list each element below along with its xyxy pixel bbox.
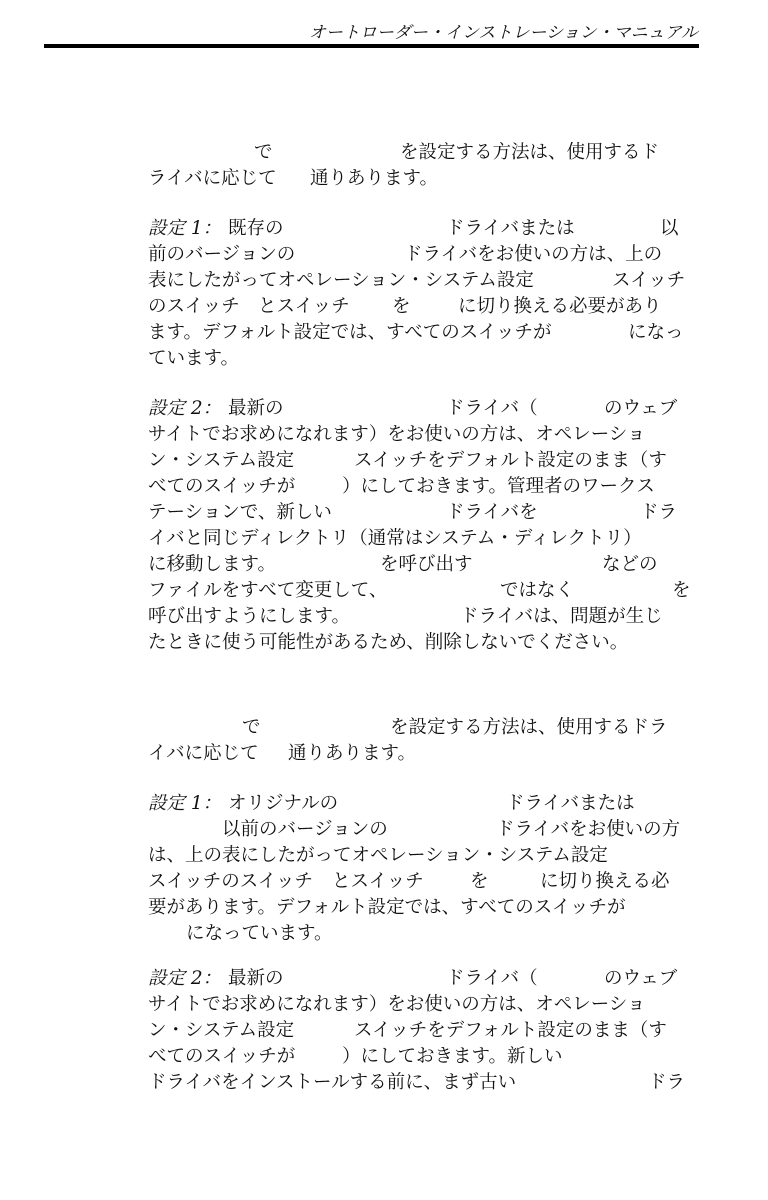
body-text-segment: 要があります。デフォルト設定では、すべてのスイッチが (148, 897, 626, 918)
body-text-segment: 通りあります。 (310, 168, 439, 189)
body-text-segment: になっ (628, 322, 684, 343)
body-text-segment: ドライバまたは (446, 218, 575, 239)
body-text-segment: のウェブ (604, 968, 678, 989)
body-text-segment: たときに使う可能性があるため、削除しないでください。 (148, 632, 629, 653)
body-text-segment: とスイッチ (332, 871, 424, 892)
body-text-segment: ファイルをすべて変更して、 (148, 580, 388, 601)
body-text-segment: ます。デフォルト設定では、すべてのスイッチが (148, 322, 552, 343)
body-text-segment: ）にしておきます。新しい (342, 1046, 563, 1067)
body-text-segment: に切り換える必要があり (458, 296, 662, 317)
body-text-segment: ドラ (648, 1072, 686, 1093)
body-text-segment: サイトでお求めになれます）をお使いの方は、オペレーショ (148, 424, 646, 445)
body-text-segment: オリジナルの (228, 793, 339, 814)
body-text-segment: を設定する方法は、使用するド (400, 142, 660, 163)
body-text-segment: などの (602, 554, 658, 575)
body-text-segment: スイッチ (612, 270, 686, 291)
body-text-segment: 前のバージョンの (148, 244, 296, 265)
body-text-segment: は、上の表にしたがってオペレーション・システム設定 (148, 845, 608, 866)
setting-label: 設定 1： (148, 218, 222, 239)
body-text-segment: 以前のバージョンの (222, 819, 388, 840)
body-text-segment: べてのスイッチが (148, 1046, 296, 1067)
body-text-segment: 表にしたがってオペレーション・システム設定 (148, 270, 534, 291)
header-rule (44, 44, 699, 48)
body-text-segment: ドラ (640, 502, 678, 523)
body-text-segment: 通りあります。 (288, 743, 417, 764)
running-header-title: オートローダー・インストレーション・マニュアル (308, 23, 698, 43)
body-text-segment: を呼び出す (380, 554, 473, 575)
body-text-segment: になっています。 (186, 923, 333, 944)
body-text-segment: ドライバまたは (506, 793, 635, 814)
body-text-segment: を (470, 871, 489, 892)
body-text-segment: スイッチをデフォルト設定のまま（す (354, 1020, 667, 1041)
body-text-segment: とスイッチ (258, 296, 350, 317)
body-text-segment: ライバに応じて (148, 168, 277, 189)
body-text-segment: のスイッチ (148, 296, 240, 317)
body-text-segment: イバに応じて (148, 743, 259, 764)
body-text-segment: で (254, 142, 273, 163)
body-text-segment: 以 (660, 218, 679, 239)
body-text-segment: 既存の (228, 218, 284, 239)
body-text-segment: ドライバをお使いの方 (496, 819, 681, 840)
body-text-segment: ドライバ（ (446, 398, 538, 419)
body-text-segment: ではなく (500, 580, 575, 601)
body-text-segment: ドライバをお使いの方は、上の (404, 244, 663, 265)
setting-label: 設定 2： (148, 398, 222, 419)
body-text-segment: 最新の (228, 968, 284, 989)
body-text-segment: ドライバは、問題が生じ (460, 606, 663, 627)
body-text-segment: を (392, 296, 411, 317)
body-text-segment: で (242, 717, 261, 738)
setting-label: 設定 2： (148, 968, 222, 989)
body-text-segment: 呼び出すようにします。 (148, 606, 351, 627)
body-text-segment: ン・システム設定 (148, 1020, 295, 1041)
body-text-segment: ています。 (148, 348, 240, 369)
body-text-segment: イバと同じディレクトリ（通常はシステム・ディレクトリ） (148, 528, 642, 549)
body-text-segment: のウェブ (604, 398, 678, 419)
body-text-segment: スイッチをデフォルト設定のまま（す (354, 450, 667, 471)
body-text-segment: サイトでお求めになれます）をお使いの方は、オペレーショ (148, 994, 646, 1015)
setting-label: 設定 1： (148, 793, 222, 814)
body-text-segment: 最新の (228, 398, 284, 419)
body-text-segment: ドライバを (446, 502, 538, 523)
body-text-segment: ドライバをインストールする前に、まず古い (148, 1072, 517, 1093)
body-text-segment: に切り換える必 (540, 871, 670, 892)
body-text-segment: べてのスイッチが (148, 476, 296, 497)
body-text-segment: テーションで、新しい (148, 502, 332, 523)
body-text-segment: を (672, 580, 691, 601)
body-text-segment: ドライバ（ (446, 968, 538, 989)
body-text-segment: ）にしておきます。管理者のワークス (342, 476, 655, 497)
body-text-segment: を設定する方法は、使用するドラ (390, 717, 668, 738)
body-text-segment: ン・システム設定 (148, 450, 295, 471)
body-text-segment: スイッチのスイッチ (148, 871, 314, 892)
body-text-segment: に移動します。 (148, 554, 277, 575)
